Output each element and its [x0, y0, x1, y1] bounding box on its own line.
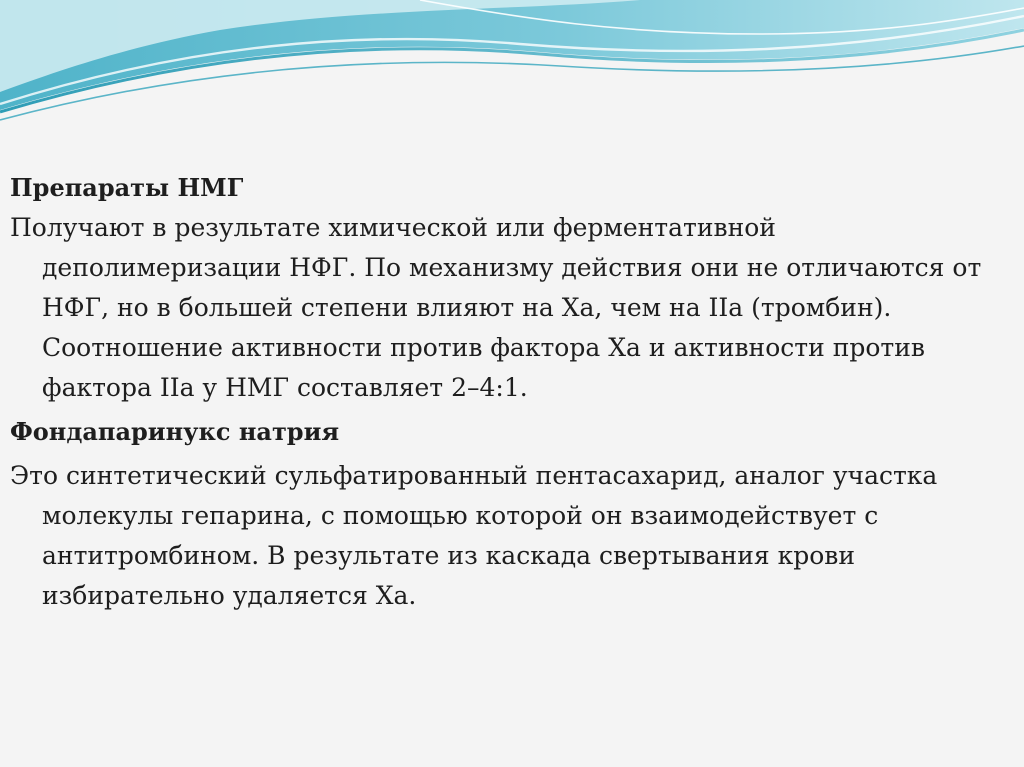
slide-content [10, 168, 1010, 616]
section-text-lmwh: Получают в результате химической или ферментативной деполимеризации НФГ. По механизму действия они не отличаются от НФГ, но в большей степени влияют на Ха, чем на IIа (тромбин). Соотношение активности против фактора Ха и активности против фактора IIа у НМГ составляет 2–4:1. [10, 213, 982, 402]
wave-header-decoration [0, 0, 1024, 130]
section-text-fondaparinux: Это синтетический сульфатированный пентасахарид, аналог участка молекулы гепарина, с помощью которой он взаимодействует с антитромбином. В результате из каскада свертывания крови избирательно удаляется Ха. [10, 461, 938, 610]
section-heading-lmwh: Препараты НМГ [10, 173, 244, 202]
section-heading-fondaparinux: Фондапаринукс натрия [10, 417, 340, 446]
